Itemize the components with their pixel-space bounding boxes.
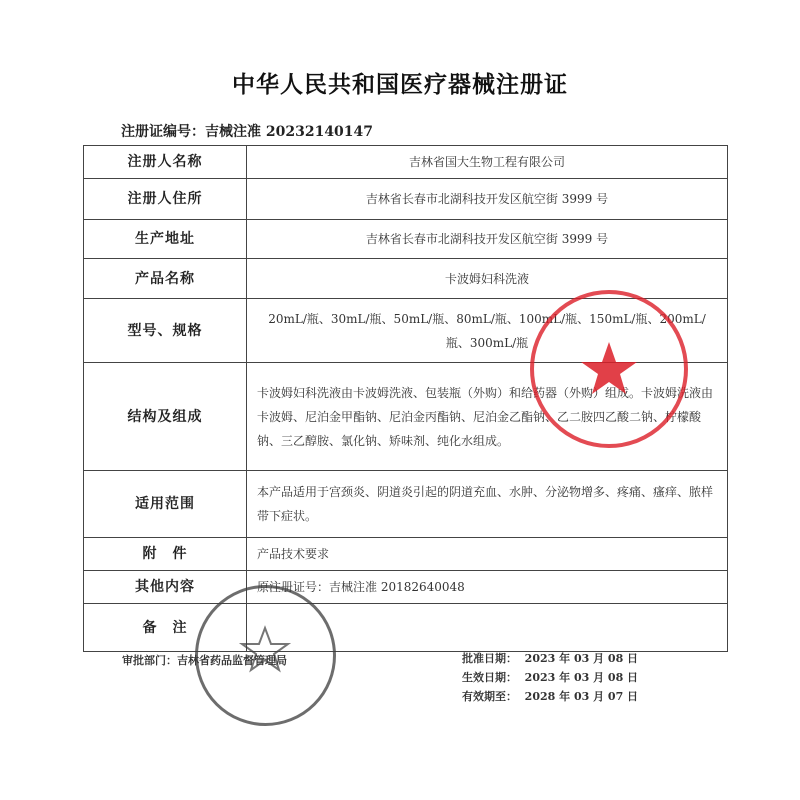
registration-number [121,121,373,141]
approval-date-value: 2023 年 03 月 08 日 [524,652,639,665]
table-row [84,220,728,259]
row-value: 原注册证号：吉械注准 20182640048 [247,571,728,604]
effective-date-label: 生效日期： [462,671,517,684]
reg-no-label: 注册证编号： [121,124,205,140]
expiry-date-value: 2028 年 03 月 07 日 [524,690,639,703]
table-row [84,604,728,652]
table-row [84,538,728,571]
row-label: 结构及组成 [84,363,247,471]
expiry-date-label: 有效期至： [462,690,517,703]
approver-value: 吉林省药品监督管理局 [177,654,287,667]
row-value: 吉林省长春市北湖科技开发区航空街 3999 号 [247,220,728,259]
row-value: 卡波姆妇科洗液 [247,259,728,299]
approval-date-label: 批准日期： [462,652,517,665]
row-label: 注册人名称 [84,146,247,179]
approval-date [462,650,638,666]
row-value: 吉林省长春市北湖科技开发区航空街 3999 号 [247,179,728,220]
row-label: 型号、规格 [84,299,247,363]
star-icon [198,588,333,723]
approver-label: 审批部门： [122,654,177,667]
table-row [84,146,728,179]
table-row [84,179,728,220]
reg-no-value: 吉械注准 20232140147 [205,124,374,140]
row-label: 生产地址 [84,220,247,259]
row-value: 20mL/瓶、30mL/瓶、50mL/瓶、80mL/瓶、100mL/瓶、150mL/瓶、200mL/瓶、300mL/瓶 [247,299,728,363]
row-label: 其他内容 [84,571,247,604]
star-icon [534,294,684,444]
effective-date [462,669,638,685]
row-label: 附 件 [84,538,247,571]
row-label: 注册人住所 [84,179,247,220]
effective-date-value: 2023 年 03 月 08 日 [524,671,639,684]
company-seal [530,290,688,448]
row-value: 本产品适用于宫颈炎、阴道炎引起的阴道充血、水肿、分泌物增多、疼痛、瘙痒、脓样带下症状。 [247,471,728,538]
row-value: 卡波姆妇科洗液由卡波姆洗液、包装瓶（外购）和给药器（外购）组成。卡波姆洗液由卡波姆、尼泊金甲酯钠、尼泊金丙酯钠、尼泊金乙酯钠、乙二胺四乙酸二钠、柠檬酸钠、三乙醇胺、氯化钠、矫味剂、纯化水组成。 [247,363,728,471]
table-row [84,571,728,604]
page-title: 中华人民共和国医疗器械注册证 [232,72,568,98]
row-label: 产品名称 [84,259,247,299]
row-value: 产品技术要求 [247,538,728,571]
agency-seal [195,585,336,726]
row-value: 吉林省国大生物工程有限公司 [247,146,728,179]
row-label: 备 注 [84,604,247,652]
table-row [84,471,728,538]
expiry-date [462,688,638,704]
row-label: 适用范围 [84,471,247,538]
